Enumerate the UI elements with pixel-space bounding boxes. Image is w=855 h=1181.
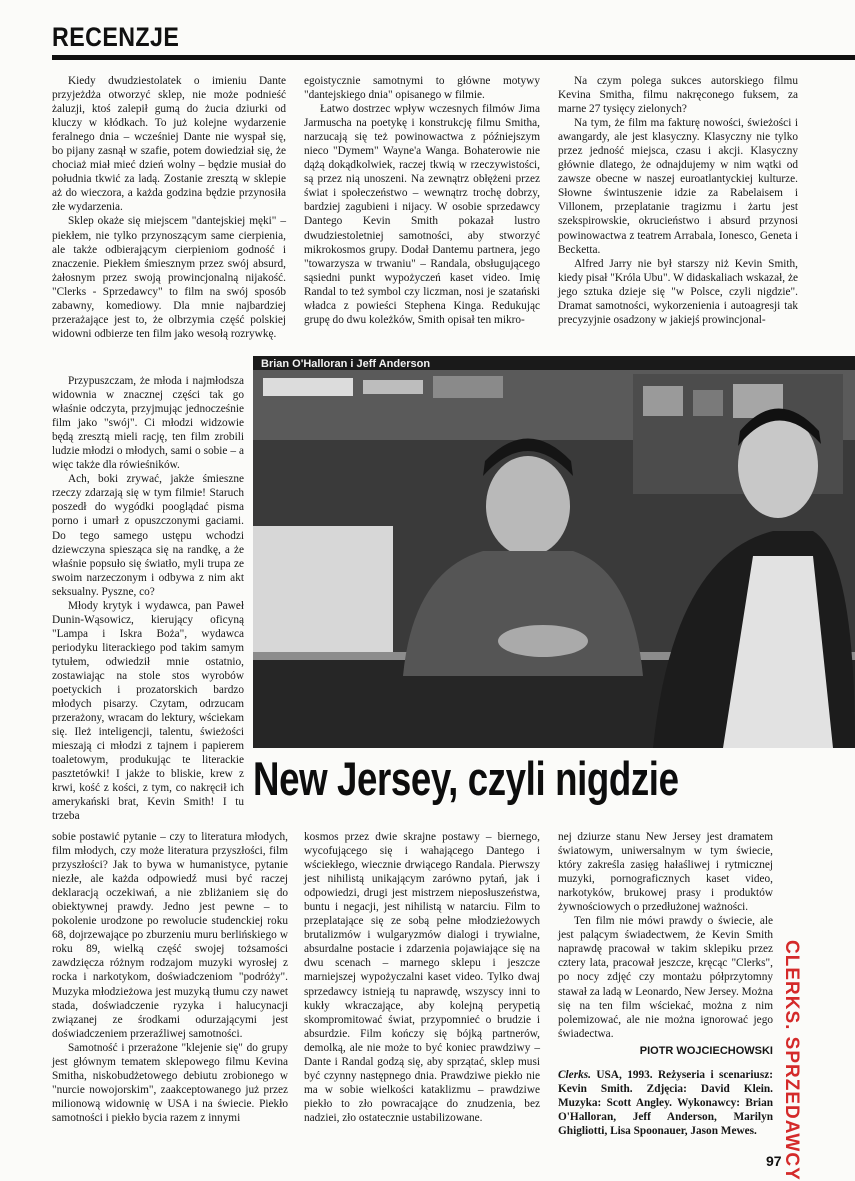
paragraph: Sklep okaże się miejscem "dantejskiej męki" – piekłem, nie tylko przynoszącym same cierpienia, ale także odbierającym cierpieniom godność i znaczenie. Piekłem śmiesznym przez swój absurd, żałosnym przez swoją prowincjonalną nijakość. "Clerks - Sprzedawcy" to film na swój sposób zabawny, komediowy. Dla mnie najbardziej przerażające jest to, że olbrzymia część polskiej widowni odbierze ten film jako wesołą rozrywkę. [52, 215, 286, 340]
paragraph: Młody krytyk i wydawca, pan Paweł Dunin-Wąsowicz, kierujący oficyną "Lampa i Iskra Boża", wydawca periodyku literackiego pod takim samym tytułem, odwiedził mnie ostatnio, zostawiając na stole stos wyrobów poetyckich i prozatorskich bardzo młodych pisarzy. Czytam, odrzucam przerażony, wracam do lektury, wściekam się. Ileż inteligencji, talentu, świeżości mieszają ci młodzi z tajnem i papierem toaletowym, produkując te literackie pasztetówki! I jakże to bliskie, krew z krwi, kość z kości, z tym, co nakręcił ich amerykański brat, Kevin Smith! I tu trzeba [52, 599, 244, 823]
film-still-photo [253, 356, 855, 748]
column-3-top [558, 74, 798, 327]
photo-caption: Brian O'Halloran i Jeff Anderson [261, 358, 431, 370]
paragraph: sobie postawić pytanie – czy to literatura młodych, film młodych, czy może literatura przyszłości, film przyszłości? Jak to bywa w humanistyce, pytanie niezłe, ale każda odpowiedź musi być raczej deklaracją oczekiwań, a nie zbliżaniem się do obiektywnej prawdy. Jedno jest pewne – to pokolenie urodzone po rewolucie studenckiej roku 68, dojrzewające po zburzeniu muru berlińskiego w roku 89, wielką część swojej tożsamości zawdzięcza różnym rodzajom muzyki wyrosłej z rocka i narkotykom, doświadczeniom "podróży". Muzyka młodzieżowa jest muzyką tłumu czy nawet stada, doświadczenie ryzyka i halucynacji związanej ze środkami odurzającymi jest doświadczeniem przeraźliwej samotności. [52, 831, 288, 1040]
paragraph: Na czym polega sukces autorskiego filmu Kevina Smitha, filmu nakręconego fuksem, za marne 27 tysięcy zielonych? [558, 75, 798, 116]
column-2-top [304, 74, 540, 327]
paragraph: kosmos przez dwie skrajne postawy – biernego, wycofującego się i wahającego Dantego i wściekłego, wiecznie drwiącego Randala. Pierwszy jest nihilistą unikającym zarówno pytań, jak i odpowiedzi, drugi jest mistrzem nieposłuszeństwa, buntu i negacji, jest nihilistą w natarciu. Film to przeplatające się ze sobą pełne młodzieżowych brutalizmów i wulgaryzmów dialogi i trywialne, absurdalne postacie i zdarzenia pojawiające się na dwu scenach – marnego sklepu i jeszcze marniejszej wypożyczalni kaset video. Tylko dwaj sprzedawcy istnieją tu naprawdę, wszyscy inni to kukły wkraczające, aby kolejną perypetią skompromitować świat, przypomnieć o brudzie i absurdzie. Film kończy się bójką partnerów, demolką, ale nie może to być koniec prawdziwy – Dante i Randal godzą się, aby sprzątać, sklep musi być czynny następnego dnia. Prawdziwe piekło nie ma w sobie wielkości kataklizmu – prawdziwe piekło to zło powracające do znudzenia, bez nadziei, zło ostatecznie ustabilizowane. [304, 831, 540, 1124]
paragraph: Kiedy dwudziestolatek o imieniu Dante przyjeżdża otworzyć sklep, nie może podnieść żaluzji, ktoś zalepił gumą do żucia dziurki od kluczy w kłódkach. To już kolejne wydarzenie feralnego dnia – wcześniej Dante nie wyspał się, bo pijany zasnął w szafie, potem dowiedział się, że chociaż miał mieć dzień wolny – będzie musiał do południa tkwić za ladą. Zostanie zresztą w sklepie aż do wieczora, a każda godzina będzie przynosiła złe wydarzenia. [52, 75, 286, 214]
paragraph: nej dziurze stanu New Jersey jest dramatem światowym, uniwersalnym w tym świecie, który zakreśla zasięg hałaśliwej i rytmicznej muzyki, pornograficznych kaset video, narkotyków, brukowej prasy i produktów żywnościowych o przedłużonej ważności. [558, 831, 773, 914]
credits-text: USA, 1993. Reżyseria i scenariusz: Kevin Smith. Zdjęcia: David Klein. Muzyka: Scott Angley. Wykonawcy: Brian O'Halloran, Jeff Anderson, Marilyn Ghigliotti, Lisa Spoonauer, Jason Mewes. [558, 1068, 773, 1137]
paragraph: Na tym, że film ma fakturę nowości, świeżości i awangardy, ale jest klasyczny. Klasyczny nie tylko przez jedność miejsca, czasu i akcji. Klasyczny głównie dlatego, że odnajdujemy w nim wątki od zawsze obecne w naszej euroatlantyckiej kulturze. Słowne świntuszenie idzie za Rabelaisem i Villonem, przeplatanie tragizmu i żartu jest szekspirowskie, okrucieństwo i absurd przynosi powinowactwa z teatrem Arrabala, Ionesco, Geneta i Becketta. [558, 117, 798, 256]
paragraph: Przypuszczam, że młoda i najmłodsza widownia w znacznej części tak go właśnie odczyta, przyjmując jednocześnie film jako "swój". Ci młodzi widzowie będą zresztą mieli rację, ten film zrobili ludzie młodzi o młodych, sami o sobie – a więc także dla rówieśników. [52, 375, 244, 472]
credits-film-title: Clerks. [558, 1068, 591, 1081]
photo-illustration [253, 356, 855, 748]
paragraph: Ach, boki zrywać, jakże śmieszne rzeczy zdarzają się w tym filmie! Staruch poszedł do wygódki pooglądać pisma porno i umarł z opuszczonymi gaciami. Do tego samego ustępu wchodzi dziewczyna spiesząca się na randkę, a że właśnie popsuło się światło, myli trupa ze swoim narzeczonym i odbywa z nim akt seksualny. Pyszne, co? [52, 473, 244, 598]
paragraph: egoistycznie samotnymi to główne motywy "dantejskiego dnia" opisanego w filmie. [304, 75, 540, 102]
article-headline: New Jersey, czyli nigdzie [253, 752, 679, 805]
column-2-bottom [304, 830, 540, 1125]
paragraph: Ten film nie mówi prawdy o świecie, ale jest palącym świadectwem, że Kevin Smith naprawdę pracował w takim sklepiku przez cztery lata, pracował jeszcze, kręcąc "Clerks", po nocy zdjęć czy montażu półprzytomny stawał za ladą w Leonardo, New Jersey. Można się na ten film wściekać, można z nim polemizować, ale nie można ignorować jego świadectwa. [558, 915, 773, 1040]
column-3-bottom [558, 830, 773, 1138]
column-1-narrow [52, 374, 244, 824]
film-credits [558, 1068, 773, 1138]
column-1-bottom [52, 830, 288, 1125]
film-title-vertical: CLERKS. SPRZEDAWCY [781, 940, 802, 1181]
heading-rule [52, 55, 855, 60]
section-heading: RECENZJE [52, 22, 180, 52]
author-signature: PIOTR WOJCIECHOWSKI [639, 1044, 773, 1057]
paragraph: Alfred Jarry nie był starszy niż Kevin Smith, kiedy pisał "Króla Ubu". W didaskaliach wskazał, że jego sztuka dzieje się "w Polsce, czyli nigdzie". Dramat samotności, wykorzenienia i autoagresji tak precyzyjnie osadzony w jakiejś prowincjonal- [558, 257, 798, 326]
page-number: 97 [766, 1153, 782, 1169]
column-1-top [52, 74, 286, 341]
paragraph: Samotność i przerażone "klejenie się" do grupy jest głównym tematem sklepowego filmu Kevina Smitha, niskobudżetowego debiutu zrobionego w "nurcie nowojorskim", zaakceptowanego już przez milionową widownię w USA i na świecie. Piekło samotności i piekło bycia razem z innymi [52, 1041, 288, 1124]
paragraph: Łatwo dostrzec wpływ wczesnych filmów Jima Jarmuscha na poetykę i konstrukcję filmu Smitha, narzucają się też powinowactwa z późniejszym nieco "Dymem" Wayne'a Wanga. Bohaterowie nie dążą dokądkolwiek, raczej tkwią w rzeczywistości, są przez nią unoszeni. Na zewnątrz obłężeni przez świat i społeczeństwo – wewnątrz trochę dobrzy, bardziej zagubieni i nijacy. W osobie sprzedawcy Dantego Kevin Smith pokazał lustro dwudziestoletniej samotności, aby stworzyć mikrokosmos grupy. Dodał Dantemu partnera, jego "towarzysza w trwaniu" – Randala, obsługującego sąsiedni punkt wypożyczeń kaset video. Imię Randal to też symbol czy liczman, nosi je szatański władca z powieści Stephena Kinga. Redukując grupę do dwu koleżków, Smith opisał ten mikro- [304, 103, 540, 326]
